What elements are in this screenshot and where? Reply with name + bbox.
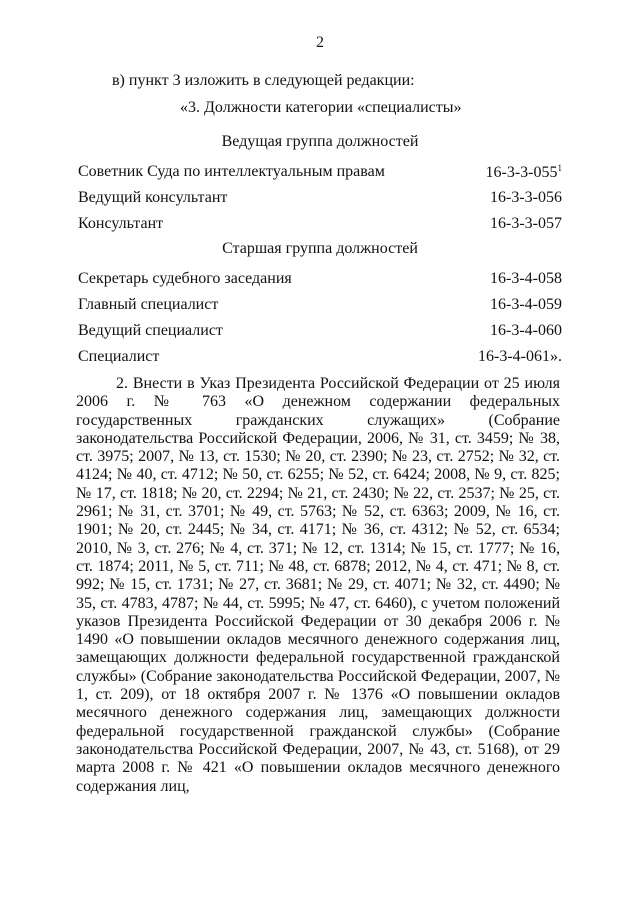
intro-line: в) пункт 3 изложить в следующей редакции: — [112, 72, 415, 89]
group-title-leading: Ведущая группа должностей — [221, 133, 419, 150]
position-code: 16-3-4-060 — [490, 322, 562, 339]
position-name: Специалист — [78, 348, 160, 365]
category-title: «3. Должности категории «специалисты» — [180, 99, 462, 116]
position-name: Главный специалист — [78, 296, 219, 313]
position-name: Консультант — [78, 215, 164, 232]
body-paragraph: 2. Внести в Указ Президента Российской Федерации от 25 июля 2006 г. № 763 «О денежном содержании федеральных государственных гражданских служащих» (Собрание законодательства Российской Федерации, 2006, № 31, ст. 3459; № 38, ст. 3975; 2007, № 13, ст. 1530; № 20, ст. 2390; № 23, ст. 2752; № 32, ст. 4124; № 40, ст. 4712; № 50, ст. 6255; № 52, ст. 6424; 2008, № 9, ст. 825; № 17, ст. 1818; № 20, ст. 2294; № 21, ст. 2430; № 22, ст. 2537; № 25, ст. 2961; № 31, ст. 3701; № 49, ст. 5763; № 52, ст. 6363; 2009, № 16, ст. 1901; № 20, ст. 2445; № 34, ст. 4171; № 36, ст. 4312; № 52, ст. 6534; 2010, № 3, ст. 276; № 4, ст. 371; № 12, ст. 1314; № 15, ст. 1777; № 16, ст. 1874; 2011, № 5, ст. 711; № 48, ст. 6878; 2012, № 4, ст. 471; № 8, ст. 992; № 15, ст. 1731; № 27, ст. 3681; № 29, ст. 4071; № 32, ст. 4490; № 35, ст. 4783, 4787; № 44, ст. 5995; № 47, ст. 6460), с учетом положений указов Президента Российской Федерации от 30 декабря 2006 г. № 1490 «О повышении окладов месячного денежного содержания лиц, замещающих должности федеральной государственной гражданской службы» (Собрание законодательства Российской Федерации, 2007, № 1, ст. 209), от 18 октября 2007 г. № 1376 «О повышении окладов месячного денежного содержания лиц, замещающих должности федеральной государственной гражданской службы» (Собрание законодательства Российской Федерации, 2007, № 43, ст. 5168), от 29 марта 2008 г. № 421 «О повышении окладов месячного денежного содержания лиц, — [76, 375, 560, 795]
position-code: 16-3-3-056 — [490, 189, 562, 206]
position-code: 16-3-3-057 — [490, 215, 562, 232]
position-code — [486, 163, 562, 182]
position-code: 16-3-4-059 — [490, 296, 562, 313]
position-code-value: 16-3-3-055 — [485, 164, 558, 181]
position-code: 16-3-4-061». — [478, 348, 562, 365]
position-name: Ведущий консультант — [78, 189, 228, 206]
position-name: Секретарь судебного заседания — [78, 270, 292, 287]
footnote-mark: 1 — [557, 163, 562, 173]
position-name: Советник Суда по интеллектуальным правам — [78, 163, 385, 180]
position-code: 16-3-4-058 — [490, 270, 562, 287]
group-title-senior: Старшая группа должностей — [222, 240, 418, 257]
position-name: Ведущий специалист — [78, 322, 223, 339]
page-number: 2 — [316, 34, 324, 51]
